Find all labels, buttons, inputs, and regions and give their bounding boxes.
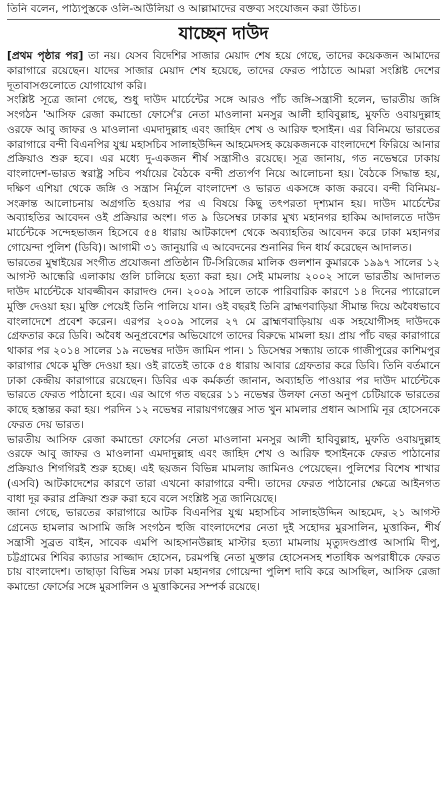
column-divider bbox=[7, 19, 440, 20]
article-body bbox=[7, 49, 440, 595]
article-paragraph: ভারতের মুম্বাইয়ের সংগীত প্রযোজনা প্রতিষ্ঠান টি-সিরিজের মালিক গুলশান কুমারকে ১৯৯৭ সালের ১২ আগস্ট আন্ধেরি এলাকায় গুলি চালিয়ে হত্যা করা হয়। সেই মামলায় ২০০২ সালে ভারতীয় আদালত দাউদ মার্চেন্টকে যাবজ্জীবন কারাদণ্ড দেন। ২০০৯ সালে তাকে পারিবারিক কারণে ১৪ দিনের প্যারোলে মুক্তি দেওয়া হয়। মুক্তি পেয়েই তিনি পালিয়ে যান। ওই বছরই তিনি ব্রাহ্মণবাড়িয়া সীমান্ত দিয়ে অবৈধভাবে বাংলাদেশে প্রবেশ করেন। এরপর ২০০৯ সালের ২৭ মে ব্রাহ্মণবাড়িয়ায় এক সহযোগীসহ দাউদকে গ্রেফতার করে ডিবি। অবৈধ অনুপ্রবেশের অভিযোগে তাদের বিরুদ্ধে মামলা হয়। প্রায় পাঁচ বছর কারাগারে থাকার পর ২০১৪ সালের ১৯ নভেম্বর দাউদ জামিন পান। ১ ডিসেম্বর সন্ধ্যায় তাকে গাজীপুরের কাশিমপুর কারাগার থেকে মুক্তি দেওয়া হয়। ওই রাতেই তাকে ৫৪ ধারায় আবার গ্রেফতার করে ডিবি। তিনি বর্তমানে ঢাকা কেন্দ্রীয় কারাগারে রয়েছেন। ডিবির এক কর্মকর্তা জানান, অব্যাহতি পাওয়ার পর দাউদ মার্চেন্টকে ভারতে ফেরত পাঠানো হবে। এর আগে গত বছরের ১১ নভেম্বর উলফা নেতা অনুপ চেটিয়াকে ভারতের কাছে হস্তান্তর করা হয়। পরদিন ১২ নভেম্বর নারায়ণগঞ্জের সাত খুন মামলার প্রধান আসামি নূর হোসেনকে ফেরত দেয় ভারত। bbox=[7, 256, 440, 431]
article-paragraph bbox=[7, 49, 440, 93]
article-paragraph: ভারতীয় আসিফ রেজা কমান্ডো ফোর্সের নেতা মাওলানা মনসুর আলী হাবিবুল্লাহ, মুফতি ওবায়দুল্লাহ ওরফে আবু জাফর ও মাওলানা এমদাদুল্লাহ এবং জাহিদ শেখ ও আরিফ হুসাইনকে ফেরত পাঠানোর প্রক্রিয়াও শিগগিরই শুরু হচ্ছে। এই ছয়জন বিভিন্ন মামলায় জামিনও পেয়েছেন। পুলিশের বিশেষ শাখার (এসবি) আটকাদেশের কারণে তারা এখনো কারাগারে বন্দী। তাদের ফেরত পাঠানোর ক্ষেত্রে আইনগত বাধা দূর করার প্রক্রিয়া শুরু করা হবে বলে সংশ্লিষ্ট সূত্র জানিয়েছে। bbox=[7, 433, 440, 505]
newspaper-column bbox=[0, 3, 447, 804]
continuation-tag: [প্রথম পৃষ্ঠার পর] bbox=[7, 50, 84, 62]
previous-article-last-line: তিনি বলেন, পাঠ্যপুস্তকে ওলি-আউলিয়া ও আল্লামাদের বক্তব্য সংযোজন করা উচিত। bbox=[7, 3, 361, 15]
article-paragraph: জানা গেছে, ভারতের কারাগারে আটক বিএনপির যুগ্ম মহাসচিব সালাহউদ্দিন আহমেদ, ২১ আগস্ট গ্রেনেড হামলার আসামি জঙ্গি সংগঠন হুজি বাংলাদেশের নেতা দুই সহোদর মুরসালিন, মুত্তাকিন, শীর্ষ সন্ত্রাসী সুব্রত বাইন, সাবেক এমপি আহসানউল্লাহ মাস্টার হত্যা মামলায় মৃত্যুদণ্ডপ্রাপ্ত আসামি দীপু, চট্টগ্রামের শিবির ক্যাডার সাজ্জাদ হোসেন, চরমপন্থি নেতা মুক্তার হোসেনসহ শতাধিক অপরাধীকে ফেরত চায় বাংলাদেশ। তাছাড়া বিভিন্ন সময় ঢাকা মহানগর গোয়েন্দা পুলিশ দাবি করে আসছিল, আসিফ রেজা কমান্ডো ফোর্সের সঙ্গে মুরসালিন ও মুত্তাকিনের সম্পর্ক রয়েছে। bbox=[7, 507, 440, 593]
article-headline: যাচ্ছেন দাউদ bbox=[178, 24, 269, 44]
article-paragraph-text: তা নয়। যেসব বিদেশির সাজার মেয়াদ শেষ হয়ে গেছে, তাদের কয়েকজন আমাদের কারাগারে রয়েছেন। যাদের সাজার মেয়াদ শেষ হয়েছে, তাদের ফেরত পাঠাতে আমরা সংশ্লিষ্ট দেশের দূতাবাসগুলোতে যোগাযোগ করি। bbox=[7, 50, 440, 92]
article-paragraph: সংশ্লিষ্ট সূত্রে জানা গেছে, শুধু দাউদ মার্চেন্টের সঙ্গে আরও পাঁচ জঙ্গি-সন্ত্রাসী হলেন, ভারতীয় জঙ্গি সংগঠন 'আসিফ রেজা কমান্ডো ফোর্সে'র নেতা মাওলানা মনসুর আলী হাবিবুল্লাহ, মুফতি ওবায়দুল্লাহ ওরফে আবু জাফর ও মাওলানা এমদাদুল্লাহ এবং জাহিদ শেখ ও আরিফ হুসাইন। এর বিনিময়ে ভারতের কারাগারে বন্দী বিএনপির যুগ্ম মহাসচিব সালাহউদ্দিন আহমেদসহ কয়েকজনকে বাংলাদেশে ফিরিয়ে আনার প্রক্রিয়াও শুরু হবে। এর মধ্যে দু-একজন শীর্ষ সন্ত্রাসীও রয়েছে। সূত্র জানায়, গত নভেম্বরে ঢাকায় বাংলাদেশ-ভারত স্বরাষ্ট্র সচিব পর্যায়ের বৈঠকে বন্দী প্রত্যর্পণ নিয়ে আলোচনা হয়। বৈঠকে সিদ্ধান্ত হয়, দক্ষিণ এশিয়া থেকে জঙ্গি ও সন্ত্রাস নির্মূলে বাংলাদেশ ও ভারত একসঙ্গে কাজ করবে। বন্দী বিনিময়-সংক্রান্ত আলোচনায় অগ্রগতি হওয়ার পর এ বিষয়ে কিছু তৎপরতা দৃশ্যমান হয়। দাউদ মার্চেন্টের অব্যাহতির আবেদন ওই প্রক্রিয়ার অংশ। গত ৯ ডিসেম্বর ঢাকার মুখ্য মহানগর হাকিম আদালতে দাউদ মার্চেন্টকে সন্দেহভাজন হিসেবে ৫৪ ধারায় আটকাদেশ থেকে অব্যাহতির আবেদন করে ঢাকা মহানগর গোয়েন্দা পুলিশ (ডিবি)। আগামী ৩১ জানুয়ারি এ আবেদনের শুনানির দিন ধার্য করেছেন আদালত। bbox=[7, 94, 440, 254]
